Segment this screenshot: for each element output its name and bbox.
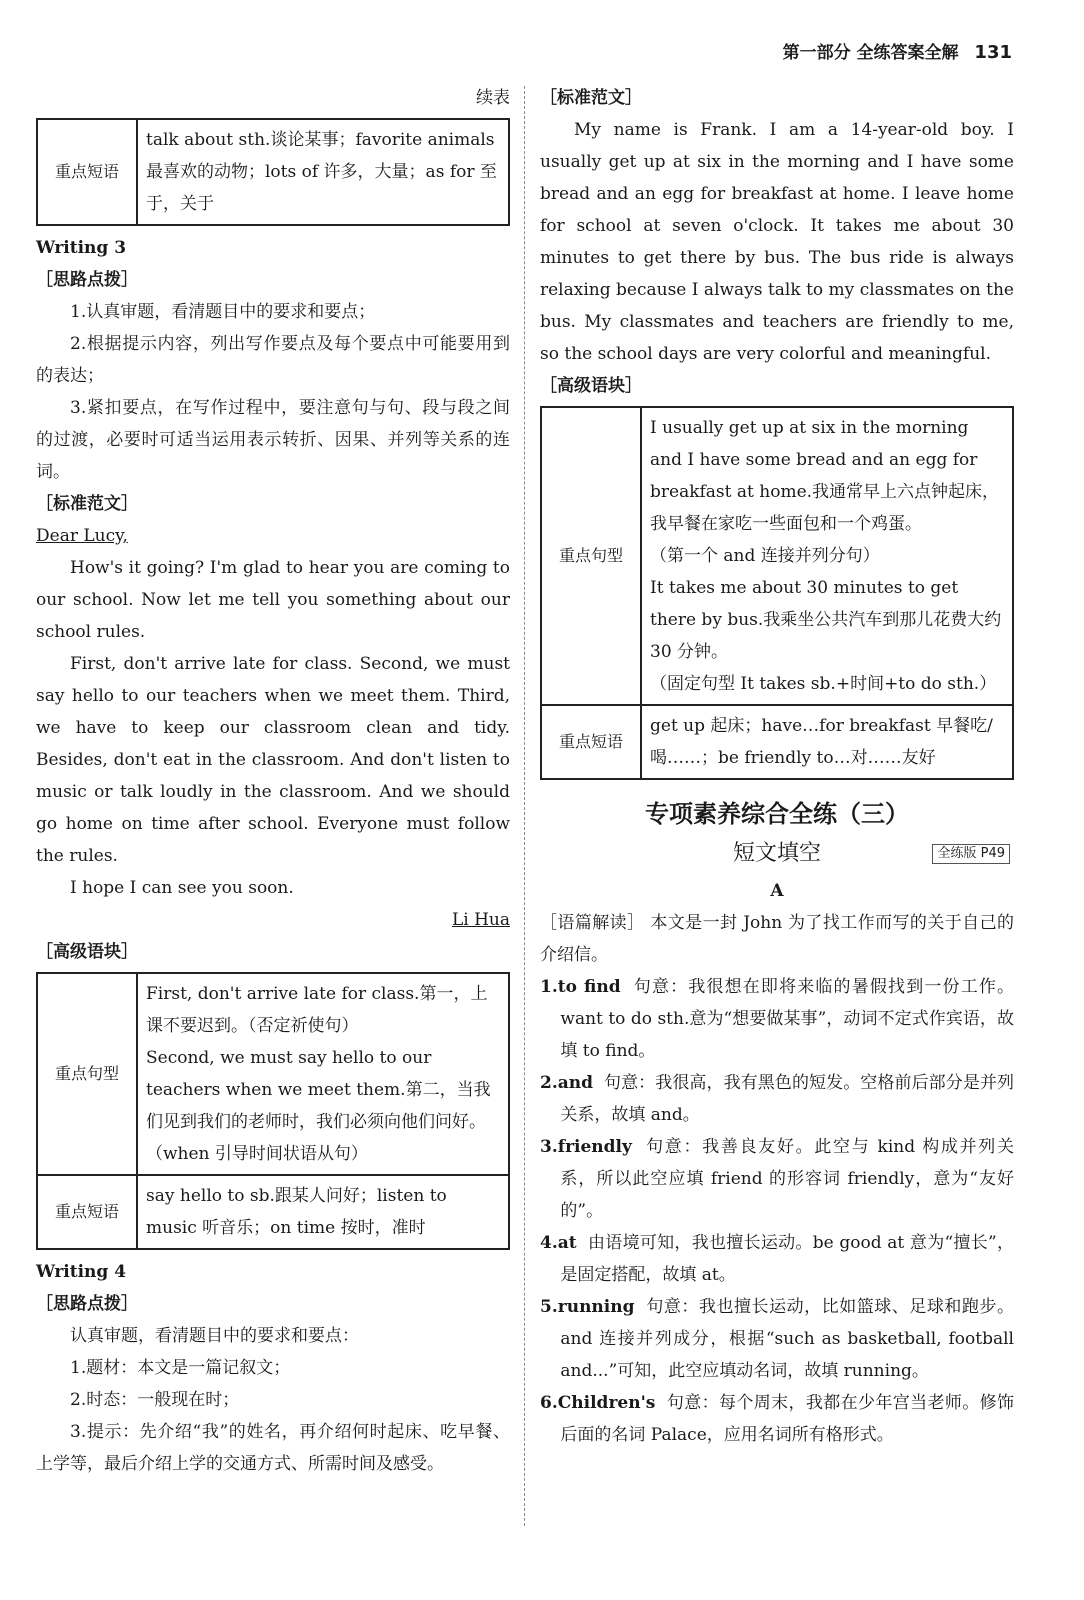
- key-sentences-table-1: [36, 972, 510, 1250]
- answer-key: at: [557, 1233, 577, 1253]
- page-number: 131: [974, 42, 1012, 63]
- answer-number: 3.: [540, 1137, 558, 1157]
- passage-intro: ［语篇解读］ 本文是一封 John 为了找工作而写的关于自己的介绍信。: [540, 913, 1014, 965]
- model-essay-tag: ［标准范文］: [540, 88, 642, 108]
- page-header: [783, 38, 1012, 63]
- answer-item: [540, 1291, 1014, 1387]
- answer-explanation: 由语境可知，我也擅长运动。be good at 意为“擅长”，是固定搭配，故填 at。: [560, 1233, 1014, 1285]
- answer-number: 6.: [540, 1393, 558, 1413]
- letter-paragraph: How's it going? I'm glad to hear you are coming to our school. Now let me tell you something about our school rules.: [36, 558, 510, 642]
- answer-item: [540, 1387, 1014, 1451]
- tips-tag: ［思路点拨］: [36, 270, 138, 290]
- tip-line: 1.题材：本文是一篇记叙文；: [70, 1358, 291, 1378]
- answer-key: running: [557, 1297, 635, 1317]
- section-subtitle: 短文填空: [732, 841, 821, 866]
- advanced-chunks-tag: ［高级语块］: [540, 376, 642, 396]
- table-row-label: 重点句型: [541, 407, 641, 705]
- table-cell-line: It takes me about 30 minutes to get there by bus.我乘坐公共汽车到那儿花费大约 30 分钟。: [650, 578, 1002, 662]
- model-essay-tag: ［标准范文］: [36, 494, 138, 514]
- answer-item: [540, 1227, 1014, 1291]
- answer-key: Children's: [557, 1393, 656, 1413]
- key-phrases-table-0: [36, 118, 510, 226]
- answer-item: [540, 1067, 1014, 1131]
- table-cell: [641, 407, 1013, 705]
- section-title: 专项素养综合全练（三）: [645, 800, 909, 828]
- answer-explanation: 句意：我很高，我有黑色的短发。空格前后部分是并列关系，故填 and。: [560, 1073, 1014, 1125]
- part-label: A: [770, 881, 784, 901]
- table-cell-line: Second, we must say hello to our teachers when we meet them.第二，当我们见到我们的老师时，我们必须向他们问好。: [146, 1048, 491, 1132]
- table-row-label: 重点短语: [37, 119, 137, 225]
- continued-table-label: 续表: [476, 88, 510, 108]
- page-ref-badge: 全练版 P49: [932, 844, 1010, 864]
- writing-3-title: Writing 3: [36, 238, 127, 258]
- answer-explanation: 句意：我也擅长运动，比如篮球、足球和跑步。and 连接并列成分，根据“such as basketball, football and...”可知，此空应填动名词，故填 running。: [560, 1297, 1014, 1381]
- answer-item: [540, 971, 1014, 1067]
- right-column: [540, 82, 1014, 1451]
- answer-key: friendly: [557, 1137, 632, 1157]
- letter-salutation: Dear Lucy,: [36, 526, 128, 546]
- model-essay-text: My name is Frank. I am a 14-year-old boy. I usually get up at six in the morning and I have some bread and an egg for breakfast at home. I leave home for school at seven o'clock. It takes me about 30 minutes to get there by bus. The bus ride is always relaxing because I always talk to my classmates on the bus. My classmates and teachers are friendly to me, so the school days are very colorful and meaningful.: [540, 120, 1014, 364]
- left-column: [36, 82, 510, 1480]
- header-section: 第一部分 全练答案全解: [782, 43, 959, 63]
- answer-key: to find: [557, 977, 621, 997]
- tip-line: 1.认真审题，看清题目中的要求和要点；: [70, 302, 376, 322]
- tip-line: 2.时态：一般现在时；: [70, 1390, 240, 1410]
- tip-line: 认真审题，看清题目中的要求和要点：: [70, 1326, 359, 1346]
- table-cell: talk about sth.谈论某事；favorite animals 最喜欢的动物；lots of 许多，大量；as for 至于，关于: [137, 119, 509, 225]
- answer-number: 5.: [540, 1297, 558, 1317]
- key-sentences-table-2: [540, 406, 1014, 780]
- table-cell: [137, 973, 509, 1175]
- table-row-label: 重点短语: [541, 705, 641, 779]
- column-divider: [524, 86, 525, 1526]
- answer-explanation: 句意：我很想在即将来临的暑假找到一份工作。want to do sth.意为“想要做某事”，动词不定式作宾语，故填 to find。: [560, 977, 1015, 1061]
- tip-line: 3.紧扣要点，在写作过程中，要注意句与句、段与段之间的过渡，必要时可适当运用表示转折、因果、并列等关系的连词。: [36, 398, 510, 482]
- section-subtitle-row: [540, 834, 1014, 875]
- answer-item: [540, 1131, 1014, 1227]
- answer-explanation: 句意：我善良友好。此空与 kind 构成并列关系，所以此空应填 friend 的形容词 friendly，意为“友好的”。: [560, 1137, 1014, 1221]
- letter-paragraph: I hope I can see you soon.: [70, 878, 294, 898]
- table-cell-line: I usually get up at six in the morning and I have some bread and an egg for breakfast at home.我通常早上六点钟起床，我早餐在家吃一些面包和一个鸡蛋。: [650, 418, 1000, 534]
- table-cell-line: First, don't arrive late for class.第一，上课不要迟到。（否定祈使句）: [146, 984, 488, 1036]
- table-cell-line: （固定句型 It takes sb.+时间+to do sth.）: [650, 674, 997, 694]
- letter-paragraph: First, don't arrive late for class. Second, we must say hello to our teachers when we meet them. Third, we have to keep our classroom clean and tidy. Besides, don't eat in the classroom. And don't listen to music or talk loudly in the classroom. And we should go home on time after school. Everyone must follow the rules.: [36, 654, 510, 866]
- tip-line: 3.提示：先介绍“我”的姓名，再介绍何时起床、吃早餐、上学等，最后介绍上学的交通方式、所需时间及感受。: [36, 1422, 510, 1474]
- writing-4-title: Writing 4: [36, 1262, 127, 1282]
- answer-number: 4.: [540, 1233, 558, 1253]
- table-cell: say hello to sb.跟某人问好；listen to music 听音乐；on time 按时，准时: [137, 1175, 509, 1249]
- table-cell-line: （第一个 and 连接并列分句）: [650, 546, 880, 566]
- answer-number: 1.: [540, 977, 558, 997]
- tip-line: 2.根据提示内容，列出写作要点及每个要点中可能要用到的表达；: [36, 334, 510, 386]
- table-row-label: 重点短语: [37, 1175, 137, 1249]
- tips-tag: ［思路点拨］: [36, 1294, 138, 1314]
- advanced-chunks-tag: ［高级语块］: [36, 942, 138, 962]
- table-row-label: 重点句型: [37, 973, 137, 1175]
- table-cell: get up 起床；have…for breakfast 早餐吃/喝……；be friendly to…对……友好: [641, 705, 1013, 779]
- table-cell-line: （when 引导时间状语从句）: [146, 1144, 368, 1164]
- answer-explanation: 句意：每个周末，我都在少年宫当老师。修饰后面的名词 Palace，应用名词所有格形式。: [560, 1393, 1015, 1445]
- letter-signature: Li Hua: [451, 910, 510, 930]
- answer-number: 2.: [540, 1073, 558, 1093]
- answer-key: and: [557, 1073, 594, 1093]
